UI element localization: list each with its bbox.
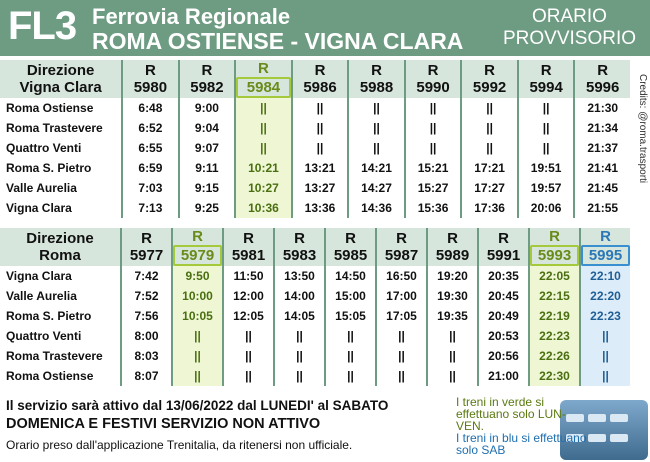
departure-time: 8:03 <box>120 346 171 366</box>
no-stop-marker: || <box>234 138 291 158</box>
train-header-5993 <box>528 228 579 266</box>
train-header-5983 <box>273 228 324 266</box>
train-header-5981 <box>222 228 273 266</box>
departure-time: 12:00 <box>222 286 273 306</box>
departure-time: 19:57 <box>517 178 574 198</box>
line-code: FL3 <box>8 4 77 48</box>
departure-time: 8:00 <box>120 326 171 346</box>
station-name: Roma S. Pietro <box>6 161 92 175</box>
no-stop-marker: || <box>273 326 324 346</box>
departure-time: 6:52 <box>121 118 178 138</box>
no-stop-marker: || <box>324 326 375 346</box>
no-stop-marker: || <box>517 98 574 118</box>
no-stop-marker: || <box>460 138 517 158</box>
direction-label: Direzione <box>26 230 94 247</box>
train-type: R <box>345 230 356 247</box>
badge-line-1: ORARIO <box>532 6 607 27</box>
no-stop-marker: || <box>375 366 426 386</box>
departure-time: 21:55 <box>573 198 630 218</box>
departure-time: 14:36 <box>347 198 404 218</box>
departure-time: 9:11 <box>178 158 235 178</box>
train-type: R <box>484 62 496 79</box>
no-stop-marker: || <box>234 118 291 138</box>
no-stop-marker: || <box>171 326 222 346</box>
departure-time: 9:50 <box>171 266 222 286</box>
train-header-5988 <box>347 60 404 98</box>
departure-time: 13:27 <box>291 178 348 198</box>
departure-time: 9:15 <box>178 178 235 198</box>
train-header-5986 <box>291 60 348 98</box>
departure-time: 22:19 <box>528 306 579 326</box>
no-stop-marker: || <box>347 138 404 158</box>
departure-time: 9:04 <box>178 118 235 138</box>
train-type: R <box>498 230 509 247</box>
train-type: R <box>243 230 254 247</box>
train-header-5989 <box>426 228 477 266</box>
departure-time: 22:10 <box>579 266 630 286</box>
train-number: 5993 <box>530 245 579 266</box>
departure-time: 15:05 <box>324 306 375 326</box>
no-stop-marker: || <box>517 118 574 138</box>
train-type: R <box>549 228 560 245</box>
train-number: 5996 <box>586 79 620 96</box>
direction-name: Roma <box>39 247 81 264</box>
route-title: ROMA OSTIENSE - VIGNA CLARA <box>92 28 464 54</box>
station-name: Roma S. Pietro <box>6 309 92 323</box>
departure-time: 22:23 <box>528 326 579 346</box>
no-stop-marker: || <box>579 346 630 366</box>
table-row <box>0 286 630 306</box>
no-stop-marker: || <box>324 346 375 366</box>
train-type: R <box>371 62 382 79</box>
train-number: 5988 <box>359 79 394 96</box>
table-row <box>0 346 630 366</box>
departure-time: 21:30 <box>573 98 630 118</box>
departure-time: 10:05 <box>171 306 222 326</box>
departure-time: 7:42 <box>120 266 171 286</box>
table-row <box>0 306 630 326</box>
departure-time: 14:21 <box>347 158 404 178</box>
station-name: Roma Trastevere <box>6 121 103 135</box>
departure-time: 16:50 <box>375 266 426 286</box>
train-number: 5979 <box>173 245 222 266</box>
no-stop-marker: || <box>171 346 222 366</box>
departure-time: 20:45 <box>477 286 528 306</box>
no-stop-marker: || <box>579 366 630 386</box>
no-stop-marker: || <box>222 346 273 366</box>
no-stop-marker: || <box>347 118 404 138</box>
train-header-5980 <box>121 60 178 98</box>
departure-time: 20:35 <box>477 266 528 286</box>
departure-time: 13:36 <box>291 198 348 218</box>
no-stop-marker: || <box>579 326 630 346</box>
direction-header <box>0 60 121 98</box>
station-name: Quattro Venti <box>6 329 82 343</box>
departure-time: 11:50 <box>222 266 273 286</box>
departure-time: 14:05 <box>273 306 324 326</box>
train-number: 5991 <box>486 247 521 264</box>
departure-time: 17:21 <box>460 158 517 178</box>
departure-time: 7:52 <box>120 286 171 306</box>
train-type: R <box>597 62 609 79</box>
train-number: 5983 <box>282 247 317 264</box>
departure-time: 15:36 <box>404 198 461 218</box>
station-name: Vigna Clara <box>6 269 72 283</box>
train-header-5992 <box>460 60 517 98</box>
departure-time: 9:25 <box>178 198 235 218</box>
train-header-5994 <box>517 60 574 98</box>
train-type: R <box>201 62 213 79</box>
table-row <box>0 198 630 218</box>
station-name: Quattro Venti <box>6 141 82 155</box>
no-stop-marker: || <box>375 326 426 346</box>
departure-time: 22:30 <box>528 366 579 386</box>
no-stop-marker: || <box>273 346 324 366</box>
no-stop-marker: || <box>426 366 477 386</box>
no-stop-marker: || <box>460 98 517 118</box>
direction-label: Direzione <box>26 62 95 79</box>
note-green-trains: I treni in verde si effettuano solo LUN-VEN. <box>456 395 566 433</box>
departure-time: 17:36 <box>460 198 517 218</box>
departure-time: 19:51 <box>517 158 574 178</box>
train-header-5990 <box>404 60 461 98</box>
departure-time: 20:53 <box>477 326 528 346</box>
departure-time: 10:00 <box>171 286 222 306</box>
departure-time: 14:00 <box>273 286 324 306</box>
table-row <box>0 138 630 158</box>
badge-line-2: PROVVISORIO <box>502 28 636 49</box>
departure-time: 8:07 <box>120 366 171 386</box>
departure-time: 20:49 <box>477 306 528 326</box>
train-number: 5992 <box>472 79 507 96</box>
service-dates: Il servizio sarà attivo dal 13/06/2022 dal LUNEDI' al SABATO <box>6 398 389 413</box>
train-header-5979 <box>171 228 222 266</box>
train-header-5982 <box>178 60 235 98</box>
no-stop-marker: || <box>404 98 461 118</box>
departure-time: 21:00 <box>477 366 528 386</box>
departure-time: 22:15 <box>528 286 579 306</box>
train-type: R <box>144 62 156 79</box>
departure-time: 17:00 <box>375 286 426 306</box>
table-row <box>0 266 630 286</box>
train-type: R <box>258 60 269 77</box>
table-row <box>0 118 630 138</box>
departure-time: 7:13 <box>121 198 178 218</box>
departure-time: 7:03 <box>121 178 178 198</box>
station-name: Vigna Clara <box>6 201 72 215</box>
departure-time: 17:05 <box>375 306 426 326</box>
no-stop-marker: || <box>273 366 324 386</box>
note-blue-trains: I treni in blu si effettuano solo SAB <box>456 431 587 457</box>
departure-time: 21:45 <box>573 178 630 198</box>
no-stop-marker: || <box>222 366 273 386</box>
no-stop-marker: || <box>347 98 404 118</box>
train-type: R <box>396 230 407 247</box>
departure-time: 6:48 <box>121 98 178 118</box>
train-type: R <box>600 228 611 245</box>
departure-time: 14:27 <box>347 178 404 198</box>
no-stop-marker: || <box>426 346 477 366</box>
departure-time: 22:20 <box>579 286 630 306</box>
train-type: R <box>427 62 439 79</box>
no-stop-marker: || <box>517 138 574 158</box>
station-name: Roma Ostiense <box>6 101 94 115</box>
departure-time: 12:05 <box>222 306 273 326</box>
departure-time: 21:34 <box>573 118 630 138</box>
departure-time: 22:05 <box>528 266 579 286</box>
departure-time: 10:21 <box>234 158 291 178</box>
provisional-badge <box>503 6 636 50</box>
table-row <box>0 158 630 178</box>
departure-time: 21:41 <box>573 158 630 178</box>
train-number: 5986 <box>303 79 337 96</box>
departure-time: 7:56 <box>120 306 171 326</box>
no-stop-marker: || <box>404 118 461 138</box>
departure-time: 13:50 <box>273 266 324 286</box>
no-stop-marker: || <box>291 98 348 118</box>
train-number: 5995 <box>581 245 630 266</box>
train-header-5995 <box>579 228 630 266</box>
departure-time: 15:27 <box>404 178 461 198</box>
train-header-5977 <box>120 228 171 266</box>
departure-time: 9:07 <box>178 138 235 158</box>
train-number: 5984 <box>236 77 291 98</box>
departure-time: 14:50 <box>324 266 375 286</box>
departure-time: 15:00 <box>324 286 375 306</box>
train-number: 5982 <box>190 79 224 96</box>
departure-time: 10:27 <box>234 178 291 198</box>
holiday-notice: DOMENICA E FESTIVI SERVIZIO NON ATTIVO <box>6 416 321 432</box>
station-name: Valle Aurelia <box>6 289 77 303</box>
train-header-5985 <box>324 228 375 266</box>
departure-time: 22:26 <box>528 346 579 366</box>
table-row <box>0 366 630 386</box>
station-name: Roma Ostiense <box>6 369 94 383</box>
departure-time: 6:55 <box>121 138 178 158</box>
direction-name: Vigna Clara <box>19 79 102 96</box>
train-type: R <box>141 230 152 247</box>
departure-time: 19:30 <box>426 286 477 306</box>
departure-time: 21:37 <box>573 138 630 158</box>
train-number: 5990 <box>416 79 450 96</box>
train-number: 5981 <box>231 247 266 264</box>
station-name: Valle Aurelia <box>6 181 77 195</box>
departure-time: 13:21 <box>291 158 348 178</box>
no-stop-marker: || <box>171 366 222 386</box>
train-number: 5987 <box>384 247 419 264</box>
no-stop-marker: || <box>222 326 273 346</box>
departure-time: 6:59 <box>121 158 178 178</box>
service-title: Ferrovia Regionale <box>92 4 291 29</box>
credits-text: Credits: @roma.trasporti <box>637 74 648 184</box>
departure-time: 19:20 <box>426 266 477 286</box>
train-type: R <box>447 230 458 247</box>
train-type: R <box>540 62 552 79</box>
train-number: 5994 <box>529 79 563 96</box>
departure-time: 17:27 <box>460 178 517 198</box>
train-type: R <box>294 230 305 247</box>
no-stop-marker: || <box>324 366 375 386</box>
train-header-5984 <box>234 60 291 98</box>
table-row <box>0 98 630 118</box>
table-row <box>0 178 630 198</box>
timetable-to-vigna-clara <box>0 60 630 218</box>
no-stop-marker: || <box>375 346 426 366</box>
train-header-5987 <box>375 228 426 266</box>
departure-time: 22:23 <box>579 306 630 326</box>
train-number: 5985 <box>333 247 368 264</box>
train-number: 5980 <box>133 79 168 96</box>
header-banner <box>0 0 650 56</box>
no-stop-marker: || <box>291 118 348 138</box>
no-stop-marker: || <box>426 326 477 346</box>
departure-time: 20:06 <box>517 198 574 218</box>
train-header-5996 <box>573 60 630 98</box>
station-name: Roma Trastevere <box>6 349 103 363</box>
direction-header <box>0 228 120 266</box>
train-type: R <box>192 228 203 245</box>
no-stop-marker: || <box>291 138 348 158</box>
departure-time: 20:56 <box>477 346 528 366</box>
train-number: 5989 <box>435 247 470 264</box>
train-type: R <box>314 62 326 79</box>
departure-time: 19:35 <box>426 306 477 326</box>
table-row <box>0 326 630 346</box>
no-stop-marker: || <box>460 118 517 138</box>
departure-time: 10:36 <box>234 198 291 218</box>
train-number: 5977 <box>129 247 164 264</box>
timetable-to-roma <box>0 228 630 386</box>
no-stop-marker: || <box>234 98 291 118</box>
departure-time: 9:00 <box>178 98 235 118</box>
no-stop-marker: || <box>404 138 461 158</box>
train-header-5991 <box>477 228 528 266</box>
departure-time: 15:21 <box>404 158 461 178</box>
source-disclaimer: Orario preso dall'applicazione Trenitalia, da ritenersi non ufficiale. <box>6 438 353 452</box>
